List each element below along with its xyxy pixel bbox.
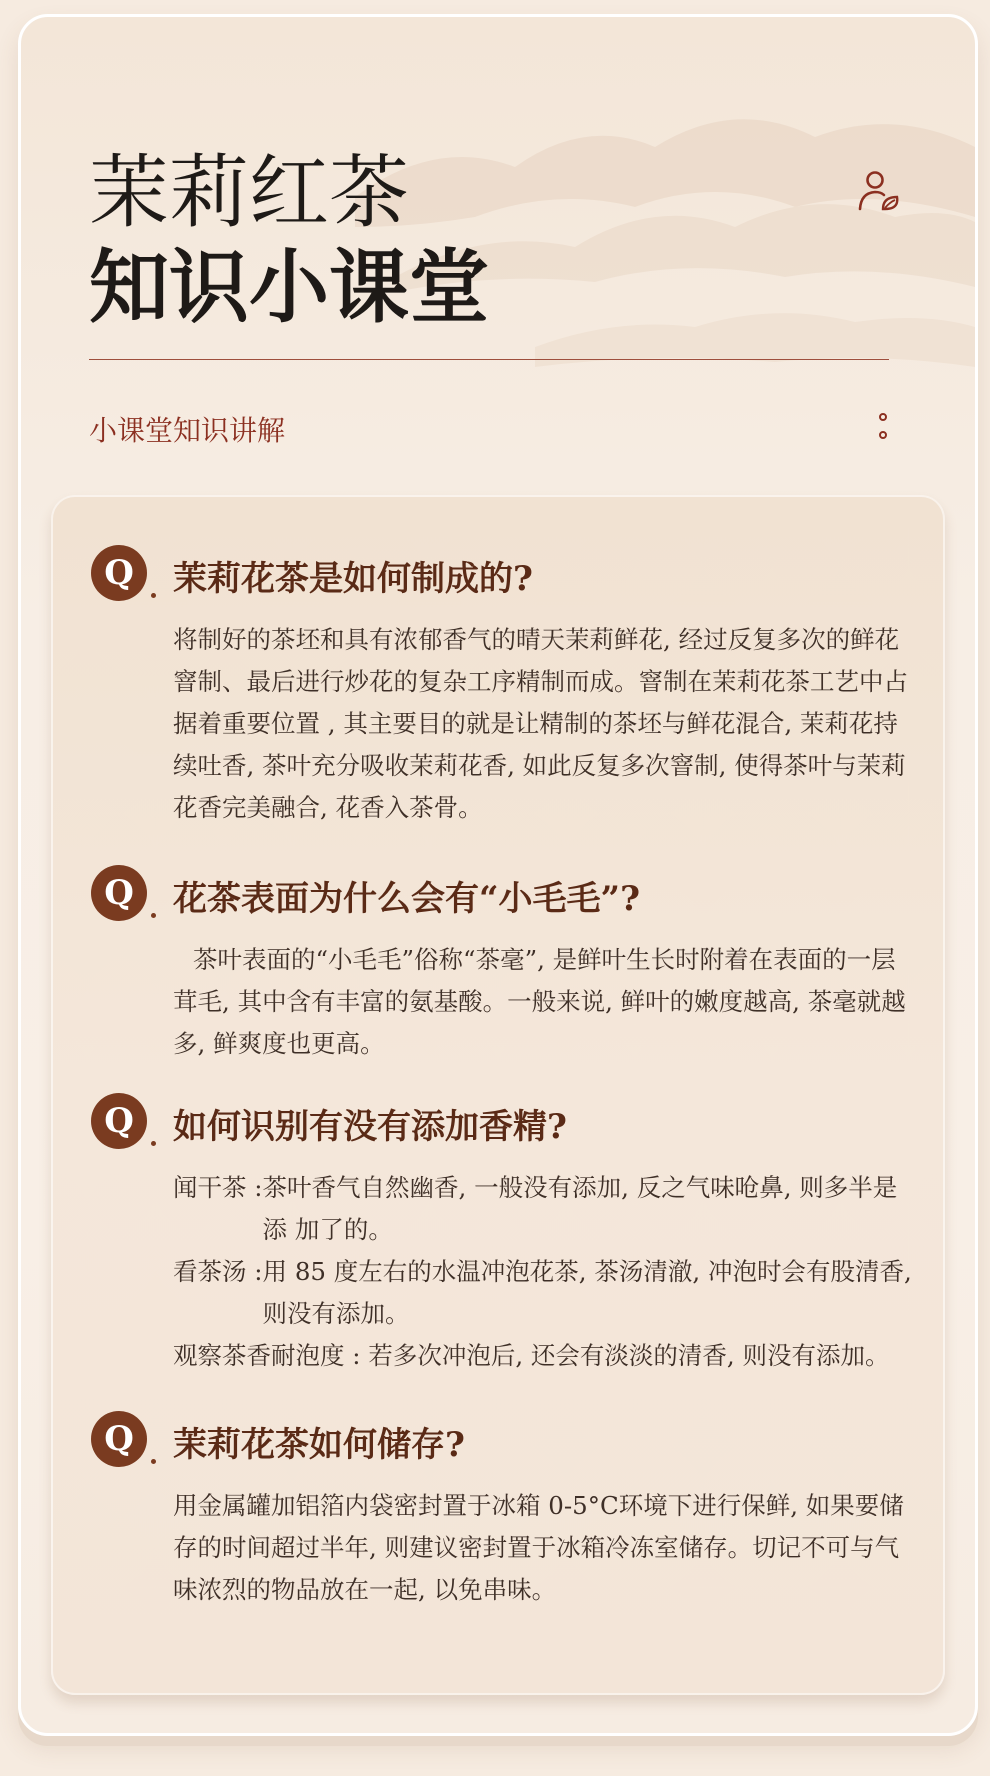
lesson-card — [18, 14, 978, 1736]
question-title: 如何识别有没有添加香精? — [173, 1107, 567, 1147]
answer-text: 茶叶表面的“小毛毛”俗称“茶毫”, 是鲜叶生长时附着在表面的一层茸毛, 其中含有丰富的氨基酸。一般来说, 鲜叶的嫩度越高, 茶毫就越多, 鲜爽度也更高。 — [173, 945, 906, 1058]
badge-dot — [151, 1141, 156, 1146]
badge-dot — [151, 593, 156, 598]
q-badge-icon: Q — [91, 865, 147, 921]
question-title: 茉莉花茶如何储存? — [173, 1425, 465, 1465]
q-badge-icon: Q — [91, 1411, 147, 1467]
badge-dot — [151, 1459, 156, 1464]
header-divider — [89, 359, 889, 360]
item-text: 茶叶香气自然幽香, 一般没有添加, 反之气味呛鼻, 则多半是添 加了的。 — [262, 1173, 898, 1244]
question-title: 花茶表面为什么会有“小毛毛”? — [173, 879, 641, 919]
qa-panel — [51, 495, 945, 1695]
answer-list — [173, 1167, 919, 1377]
title-line-1: 茉莉红茶 — [89, 146, 409, 239]
item-label: 观察茶香耐泡度 : — [173, 1341, 369, 1370]
subtitle: 小课堂知识讲解 — [89, 414, 286, 447]
q-badge-icon: Q — [91, 545, 147, 601]
q-badge-icon: Q — [91, 1093, 147, 1149]
page-title — [89, 145, 489, 335]
item-label: 闻干茶 : — [173, 1173, 263, 1202]
question-title: 茉莉花茶是如何制成的? — [173, 559, 533, 599]
list-item — [173, 1251, 919, 1335]
answer-text: 将制好的茶坯和具有浓郁香气的晴天茉莉鲜花, 经过反复多次的鲜花窨制、最后进行炒花的复杂工序精制而成。窨制在茉莉花茶工艺中占据着重要位置 , 其主要目的就是让精制的茶坯与鲜花混合, 茉莉花持续吐香, 茶叶充分吸收茉莉花香, 如此反复多次窨制, 使得茶叶与茉莉花香完美融合, 花香入茶骨。 — [173, 625, 908, 822]
title-line-2: 知识小课堂 — [89, 240, 489, 334]
list-item — [173, 1167, 919, 1251]
user-leaf-icon[interactable] — [857, 169, 903, 215]
more-vertical-icon[interactable] — [879, 413, 891, 453]
item-label: 看茶汤 : — [173, 1257, 263, 1286]
badge-dot — [151, 913, 156, 918]
item-text: 用 85 度左右的水温冲泡花茶, 茶汤清澈, 冲泡时会有股清香, 则没有添加。 — [262, 1257, 912, 1328]
answer-text: 用金属罐加铝箔内袋密封置于冰箱 0-5°C环境下进行保鲜, 如果要储存的时间超过半年, 则建议密封置于冰箱冷冻室储存。切记不可与气味浓烈的物品放在一起, 以免串味。 — [173, 1491, 904, 1604]
item-text: 若多次冲泡后, 还会有淡淡的清香, 则没有添加。 — [368, 1341, 890, 1370]
list-item — [173, 1335, 919, 1377]
